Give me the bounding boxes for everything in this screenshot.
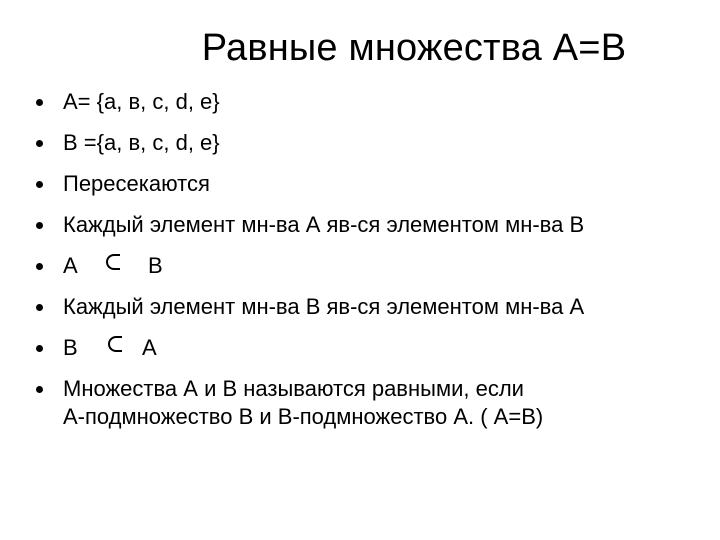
definition-line-1: Множества А и В называются равными, если: [63, 376, 524, 401]
bullet-list: [36, 88, 696, 435]
subset-icon: [106, 254, 120, 270]
subset-left-set: В: [63, 335, 78, 360]
bullet-dot-icon: [36, 181, 43, 188]
bullet-dot-icon: [36, 99, 43, 106]
subset-left-set: А: [63, 253, 78, 278]
bullet-item-set-a: [36, 88, 696, 129]
subset-icon: [108, 336, 122, 352]
definition-line-2: А-подмножество В и В-подмножество А. ( А=В): [63, 404, 544, 429]
bullet-dot-icon: [36, 345, 43, 352]
bullet-item-b-in-a: [36, 293, 696, 334]
bullet-dot-icon: [36, 140, 43, 147]
bullet-item-a-subset-b: [36, 252, 696, 293]
slide-title: Равные множества А=В: [201, 27, 627, 69]
subset-right-set: А: [141, 335, 157, 360]
bullet-text: Каждый элемент мн-ва А яв-ся элементом мн-ва В: [63, 212, 585, 237]
subset-right-set: В: [147, 253, 163, 278]
bullet-text: А= {а, в, с, d, е}: [63, 89, 220, 114]
bullet-dot-icon: [36, 222, 43, 229]
bullet-dot-icon: [36, 304, 43, 311]
bullet-item-intersect: [36, 170, 696, 211]
bullet-item-a-in-b: [36, 211, 696, 252]
bullet-text: Пересекаются: [63, 171, 210, 196]
bullet-item-set-b: [36, 129, 696, 170]
bullet-item-definition: [36, 375, 696, 435]
bullet-dot-icon: [36, 263, 43, 270]
bullet-dot-icon: [36, 386, 43, 393]
bullet-text: В ={а, в, с, d, е}: [63, 130, 220, 155]
bullet-text: Каждый элемент мн-ва В яв-ся элементом мн-ва А: [63, 294, 585, 319]
bullet-item-b-subset-a: [36, 334, 696, 375]
